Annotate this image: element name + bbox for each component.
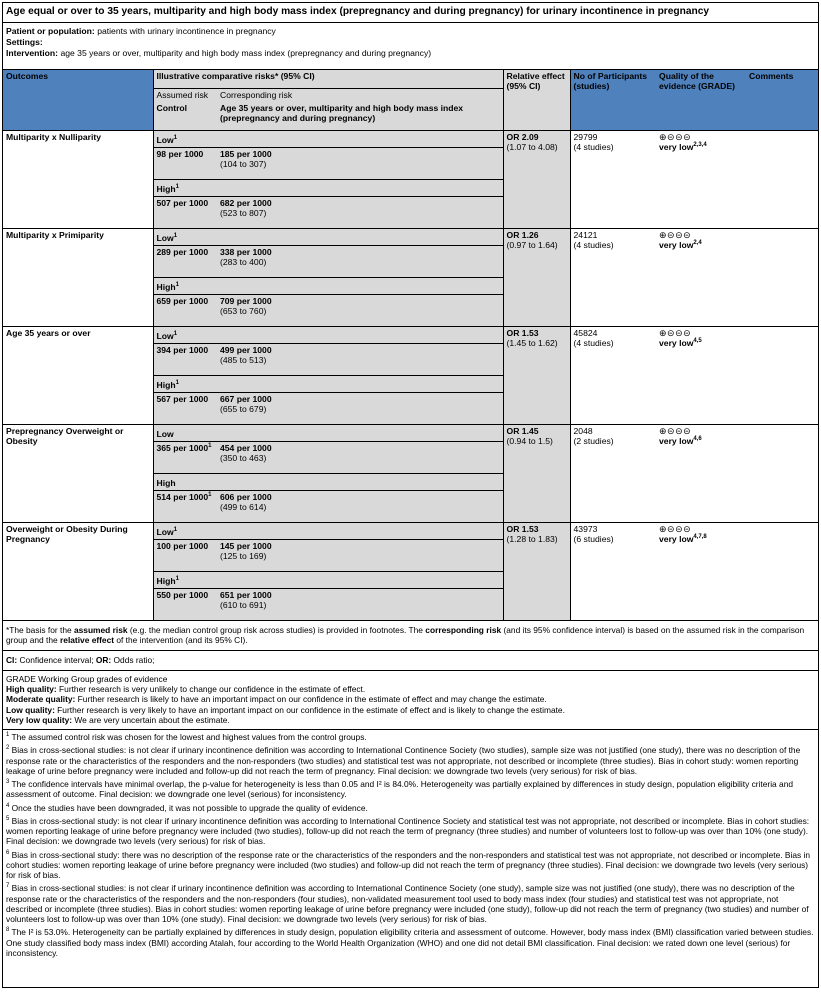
basis-text-4: of the intervention (and its 95% CI). — [114, 635, 248, 646]
low-corresponding-ci: (104 to 307) — [220, 158, 267, 169]
odds-ratio-ci: (0.94 to 1.5) — [506, 435, 553, 446]
header-comments: Comments — [746, 70, 818, 130]
footnote-text: Bias in cross-sectional study: is not clear if urinary incontinence definition was according to International Continence Society and statistical test was not appropriate, not described or incomplete. Bias in cohort studies: women reporting leakage of urine before pregnancy were included (two studies), follow-up did not reach the term of pregnancy (three studies) and number of volunteers lost to follow-up was over than 10% (one study). Final decision: we downgrade two levels (very serious) for risk of bias. — [6, 815, 810, 847]
low-label-sup: 1 — [173, 526, 178, 533]
low-corresponding-ci: (283 to 400) — [220, 256, 267, 267]
low-corresponding-risk — [217, 441, 503, 473]
grade-footnote-ref: 4,5 — [693, 338, 702, 345]
outcome-name — [3, 130, 153, 228]
high-risk-label — [153, 375, 503, 392]
ci-text: Confidence interval; — [17, 654, 96, 665]
high-corresponding-ci: (499 to 614) — [220, 501, 267, 512]
low-assumed-risk — [153, 245, 217, 277]
participants — [570, 424, 656, 522]
low-risk-label — [153, 130, 503, 147]
relative-effect — [503, 326, 570, 424]
participants — [570, 130, 656, 228]
grade-text: very low — [659, 240, 694, 251]
outcome-name — [3, 228, 153, 326]
low-label-text: Low — [156, 428, 174, 439]
numbered-footnotes — [3, 729, 818, 963]
quality-grade — [656, 130, 746, 228]
outcome-name-text: Overweight or Obesity During Pregnancy — [6, 523, 128, 544]
footnote-number: 2 — [6, 745, 10, 752]
outcome-name-text: Prepregnancy Overweight or Obesity — [6, 425, 124, 446]
high-label-text: High — [156, 183, 176, 194]
grade-high-label: High quality: — [6, 684, 57, 694]
footnote — [6, 779, 815, 800]
footnote-text: Once the studies have been downgraded, it was not possible to upgrade the quality of evidence. — [9, 802, 368, 813]
low-risk-label — [153, 424, 503, 441]
abbreviations — [3, 650, 818, 670]
footnote — [6, 816, 815, 847]
high-corresponding-risk — [217, 392, 503, 424]
footnote — [6, 850, 815, 881]
ci-label: CI: — [6, 654, 18, 665]
high-label-text: High — [156, 575, 176, 586]
grade-moderate — [6, 694, 815, 704]
low-assumed-risk — [153, 343, 217, 375]
footnote-text: Bias in cross-sectional study: there was no description of the response rate or the characteristics of the responders and the non-responders and statistical test was not appropriate, not described or incomplete. Bias in cohort studies: women reporting leakage of urine before pregnancy were included (two studies) and follow-up did not reach the term of pregnancy (three studies). Final decision: we downgrade two levels (very serious) for risk of bias. — [6, 849, 811, 880]
odds-ratio-ci: (1.45 to 1.62) — [506, 337, 558, 348]
participants-count: 45824 — [573, 327, 598, 338]
high-corresponding-ci: (655 to 679) — [220, 403, 267, 414]
high-corresponding-ci: (653 to 760) — [220, 305, 267, 316]
high-assumed-risk — [153, 294, 217, 326]
or-text: Odds ratio; — [111, 654, 155, 665]
quality-grade — [656, 522, 746, 620]
grade-footnote-ref: 2,4 — [693, 240, 702, 247]
high-assumed-value: 550 per 1000 — [156, 589, 209, 600]
outcome-name — [3, 326, 153, 424]
footnotes-section — [3, 620, 818, 963]
outcome-row — [3, 130, 818, 147]
high-assumed-value: 659 per 1000 — [156, 295, 209, 306]
basis-text-1: *The basis for the — [6, 625, 74, 635]
grade-heading: GRADE Working Group grades of evidence — [6, 673, 168, 684]
basis-bold-1: assumed risk — [73, 625, 128, 635]
grade-very-low-label: Very low quality: — [6, 714, 73, 725]
header-intervention-group: Age 35 years or over, multiparity and high body mass index (prepregnancy and during pregnancy) — [217, 102, 503, 130]
basis-text-2: (e.g. the median control group risk across studies) is provided in footnotes. The — [127, 625, 426, 635]
odds-ratio: OR 1.26 — [506, 229, 539, 240]
grade-moderate-label: Moderate quality: — [6, 694, 76, 705]
odds-ratio: OR 1.45 — [506, 425, 539, 436]
grade-high-text: Further research is very unlikely to change our confidence in the estimate of effect. — [56, 684, 366, 694]
high-assumed-value: 514 per 1000 — [156, 491, 209, 502]
low-assumed-risk — [153, 441, 217, 473]
header-relative-effect: Relative effect (95% CI) — [503, 70, 570, 130]
grade-footnote-ref: 2,3,4 — [693, 142, 707, 149]
population-line — [6, 26, 815, 37]
footnote — [6, 745, 815, 776]
comments-cell — [746, 424, 818, 522]
basis-note — [3, 620, 818, 650]
low-label-sup: 1 — [173, 232, 178, 239]
grade-moderate-text: Further research is likely to have an important impact on our confidence in the estimate of effect and may change the estimate. — [75, 694, 547, 705]
low-risk-label — [153, 326, 503, 343]
header-quality: Quality of the evidence (GRADE) — [656, 70, 746, 130]
grade-rating — [659, 338, 743, 348]
outcome-name — [3, 522, 153, 620]
low-corresponding-risk — [217, 539, 503, 571]
grade-text: very low — [659, 338, 694, 349]
high-corresponding-value: 682 per 1000 — [220, 197, 272, 208]
grade-text: very low — [659, 534, 694, 545]
settings-line — [6, 37, 815, 48]
odds-ratio: OR 2.09 — [506, 131, 539, 142]
quality-grade — [656, 424, 746, 522]
high-risk-label — [153, 179, 503, 196]
high-corresponding-risk — [217, 196, 503, 228]
grade-text: very low — [659, 436, 694, 447]
summary-of-findings-sheet — [2, 2, 819, 988]
findings-table — [3, 70, 818, 620]
high-corresponding-risk — [217, 490, 503, 522]
high-assumed-risk — [153, 588, 217, 620]
low-assumed-value: 365 per 1000 — [156, 442, 209, 453]
or-label: OR: — [95, 654, 112, 665]
studies-count: (4 studies) — [573, 141, 614, 152]
footnote-number: 8 — [6, 927, 10, 934]
participants-count: 43973 — [573, 523, 598, 534]
outcome-row — [3, 424, 818, 441]
grade-symbols: ⊕⊝⊝⊝ — [659, 523, 692, 534]
intervention-line — [6, 48, 815, 59]
high-label-sup: 1 — [175, 183, 179, 190]
low-label-text: Low — [156, 232, 174, 243]
low-assumed-value: 289 per 1000 — [156, 246, 209, 257]
high-assumed-risk — [153, 490, 217, 522]
odds-ratio: OR 1.53 — [506, 327, 539, 338]
intervention-value: age 35 years or over, multiparity and high body mass index (prepregnancy and during pregnancy) — [60, 48, 432, 59]
participants-count: 24121 — [573, 229, 598, 240]
footnote — [6, 927, 815, 958]
quality-grade — [656, 228, 746, 326]
low-label-text: Low — [156, 330, 174, 341]
high-corresponding-risk — [217, 588, 503, 620]
low-corresponding-value: 185 per 1000 — [220, 148, 272, 159]
grade-symbols: ⊕⊝⊝⊝ — [659, 327, 692, 338]
low-label-text: Low — [156, 526, 174, 537]
comments-cell — [746, 130, 818, 228]
odds-ratio-ci: (1.07 to 4.08) — [506, 141, 558, 152]
population-block — [3, 23, 818, 70]
footnote-text: The confidence intervals have minimal overlap, the p-value for heterogeneity is less than 0.05 and I² is 84.0%. Heterogeneity was partially explained by differences in study design, population eligibility criteria and assessment of outcome. Final decision: we downgrade one level (serious) for inconsistency. — [6, 779, 794, 800]
high-label-sup: 1 — [175, 575, 179, 582]
footnote — [6, 803, 815, 813]
low-corresponding-value: 499 per 1000 — [220, 344, 272, 355]
basis-bold-2: corresponding risk — [425, 625, 502, 635]
header-outcomes: Outcomes — [3, 70, 153, 130]
footnote-text: The I² is 53.0%. Heterogeneity can be partially explained by differences in study design, population eligibility criteria and assessment of outcome. However, body mass index (BMI) classification varied between studies. One study classified body mass index (BMI) according Atalah, four according to the World Health Organization (WHO) and one did not detail BMI classification. Final decision: we rated down one level (serious) for inconsistency. — [6, 927, 814, 958]
grade-rating — [659, 142, 743, 152]
low-assumed-sup: 1 — [208, 442, 212, 449]
footnote-number: 1 — [6, 732, 10, 739]
low-assumed-value: 394 per 1000 — [156, 344, 209, 355]
grade-very-low — [6, 715, 815, 725]
high-assumed-sup: 1 — [208, 491, 212, 498]
high-risk-label — [153, 473, 503, 490]
footnote-text: Bias in cross-sectional studies: is not clear if urinary incontinence definition was according to International Continence Society (two studies), sample size was not justified (one study), there was no description of the response rate or the characteristics of the responders and the non-responders (two studies) and statistical test was not appropriate, not described or incomplete (three studies). Bias in cohort study: women reporting leakage of urine before pregnancy were included and follow-up did not reach the term of pregnancy. Final decision: we downgrade two levels (very serious) for risk of bias. — [6, 745, 801, 776]
low-label-sup: 1 — [173, 134, 178, 141]
basis-text-3: (and its 95% confidence interval) is based on the assumed risk in the comparison group and the — [6, 625, 805, 646]
footnote-text: Bias in cross-sectional studies: is not clear if urinary incontinence definition was according to International Continence Society (one study), sample size was not justified (one study), there was no description of the response rate or the characteristics of the responders and the non-responders (four studies), non-validated measurement tool used to body mass index (four studies) and statistical test was not appropriate, not described or incomplete (three studies). Bias in cohort studies: women reporting leakage of urine before pregnancy were included (one study), follow-up did not reach the term of pregnancy (two studies) and number of volunteers lost to follow-up was over than 10% (one study). Final decision: we downgrade two levels (very serious) for risk of bias. — [6, 883, 809, 924]
low-corresponding-value: 145 per 1000 — [220, 540, 272, 551]
high-label-text: High — [156, 281, 176, 292]
odds-ratio-ci: (0.97 to 1.64) — [506, 239, 558, 250]
high-risk-label — [153, 571, 503, 588]
studies-count: (4 studies) — [573, 239, 614, 250]
low-assumed-risk — [153, 147, 217, 179]
basis-bold-3: relative effect — [60, 635, 115, 646]
high-assumed-value: 507 per 1000 — [156, 197, 209, 208]
participants — [570, 228, 656, 326]
odds-ratio: OR 1.53 — [506, 523, 539, 534]
grade-high — [6, 684, 815, 694]
grade-symbols: ⊕⊝⊝⊝ — [659, 131, 692, 142]
grade-very-low-text: We are very uncertain about the estimate. — [72, 714, 230, 725]
grade-rating — [659, 436, 743, 446]
grade-low — [6, 705, 815, 715]
outcome-rows — [3, 130, 818, 620]
studies-count: (6 studies) — [573, 533, 614, 544]
grade-low-label: Low quality: — [6, 704, 55, 715]
low-assumed-value: 100 per 1000 — [156, 540, 209, 551]
low-corresponding-ci: (125 to 169) — [220, 550, 267, 561]
outcome-row — [3, 522, 818, 539]
outcome-name — [3, 424, 153, 522]
low-label-text: Low — [156, 134, 174, 145]
low-risk-label — [153, 228, 503, 245]
footnote — [6, 883, 815, 924]
grade-rating — [659, 240, 743, 250]
quality-grade — [656, 326, 746, 424]
low-corresponding-risk — [217, 343, 503, 375]
grade-text: very low — [659, 142, 694, 153]
outcome-name-text: Age 35 years or over — [6, 327, 91, 338]
footnote-number: 5 — [6, 815, 10, 822]
high-label-text: High — [156, 379, 176, 390]
population-label: Patient or population: — [6, 26, 95, 36]
low-assumed-risk — [153, 539, 217, 571]
low-corresponding-value: 338 per 1000 — [220, 246, 272, 257]
high-corresponding-risk — [217, 294, 503, 326]
footnote-number: 7 — [6, 883, 10, 890]
header-corresponding-risk: Corresponding risk — [217, 88, 503, 102]
low-corresponding-risk — [217, 147, 503, 179]
header-control: Control — [153, 102, 217, 130]
participants — [570, 522, 656, 620]
relative-effect — [503, 522, 570, 620]
high-corresponding-value: 709 per 1000 — [220, 295, 272, 306]
table-title: Age equal or over to 35 years, multiparity and high body mass index (prepregnancy and during pregnancy) for urinary incontinence in pregnancy — [3, 3, 818, 23]
footnote — [6, 732, 815, 742]
low-corresponding-ci: (350 to 463) — [220, 452, 267, 463]
outcome-row — [3, 326, 818, 343]
intervention-label: Intervention: — [6, 48, 59, 59]
population-value: patients with urinary incontinence in pregnancy — [97, 26, 276, 36]
high-assumed-risk — [153, 196, 217, 228]
outcome-name-text: Multiparity x Nulliparity — [6, 131, 102, 142]
low-corresponding-value: 454 per 1000 — [220, 442, 272, 453]
odds-ratio-ci: (1.28 to 1.83) — [506, 533, 558, 544]
header-participants: No of Participants (studies) — [570, 70, 656, 130]
grade-symbols: ⊕⊝⊝⊝ — [659, 425, 692, 436]
header-assumed-risk: Assumed risk — [153, 88, 217, 102]
grade-rating — [659, 534, 743, 544]
high-label-sup: 1 — [175, 379, 179, 386]
high-label-sup: 1 — [175, 281, 179, 288]
grade-symbols: ⊕⊝⊝⊝ — [659, 229, 692, 240]
high-corresponding-value: 667 per 1000 — [220, 393, 272, 404]
grade-low-text: Further research is very likely to have an important impact on our confidence in the estimate of effect and is likely to change the estimate. — [54, 704, 565, 715]
relative-effect — [503, 228, 570, 326]
footnote-number: 3 — [6, 779, 10, 786]
low-corresponding-risk — [217, 245, 503, 277]
participants-count: 29799 — [573, 131, 598, 142]
high-corresponding-value: 651 per 1000 — [220, 589, 272, 600]
grade-definitions — [3, 670, 818, 729]
low-assumed-value: 98 per 1000 — [156, 148, 204, 159]
comments-cell — [746, 522, 818, 620]
grade-footnote-ref: 4,6 — [693, 436, 702, 443]
low-risk-label — [153, 522, 503, 539]
outcome-row — [3, 228, 818, 245]
high-corresponding-ci: (610 to 691) — [220, 599, 267, 610]
header-illustrative-risks: Illustrative comparative risks* (95% CI) — [153, 70, 503, 88]
high-assumed-value: 567 per 1000 — [156, 393, 209, 404]
high-corresponding-value: 606 per 1000 — [220, 491, 272, 502]
high-label-text: High — [156, 477, 176, 488]
low-label-sup: 1 — [173, 330, 178, 337]
settings-label: Settings: — [6, 37, 43, 48]
high-corresponding-ci: (523 to 807) — [220, 207, 267, 218]
high-assumed-risk — [153, 392, 217, 424]
studies-count: (4 studies) — [573, 337, 614, 348]
low-corresponding-ci: (485 to 513) — [220, 354, 267, 365]
studies-count: (2 studies) — [573, 435, 614, 446]
outcome-name-text: Multiparity x Primiparity — [6, 229, 104, 240]
participants-count: 2048 — [573, 425, 593, 436]
comments-cell — [746, 326, 818, 424]
footnote-text: The assumed control risk was chosen for the lowest and highest values from the control groups. — [9, 732, 367, 742]
footnote-number: 4 — [6, 802, 10, 809]
relative-effect — [503, 130, 570, 228]
grade-footnote-ref: 4,7,8 — [693, 534, 707, 541]
participants — [570, 326, 656, 424]
high-risk-label — [153, 277, 503, 294]
footnote-number: 6 — [6, 849, 10, 856]
comments-cell — [746, 228, 818, 326]
relative-effect — [503, 424, 570, 522]
